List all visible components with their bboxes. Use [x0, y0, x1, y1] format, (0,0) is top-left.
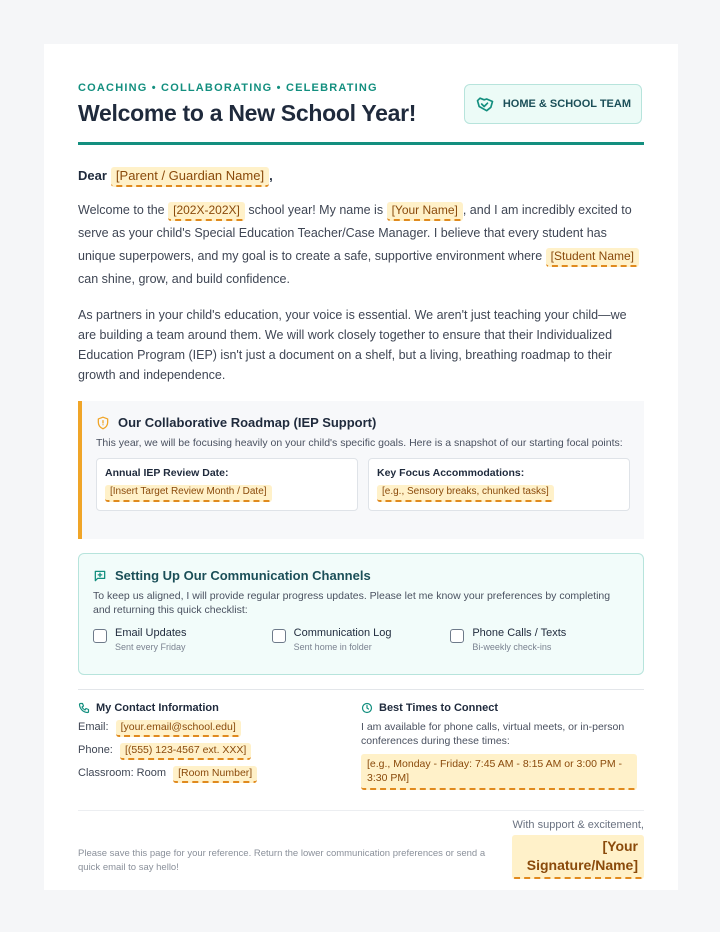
footer-note: Please save this page for your reference. Return the lower communication preferences or send a quick email to say hello!: [78, 848, 486, 874]
partners-paragraph: As partners in your child's education, your voice is essential. We aren't just teaching your child—we are building a team around them. We will work closely together to ensure that their Individualized Education Program (IEP) isn't just a document on a shelf, but a living, breathing roadmap to their growth and independence.: [78, 308, 627, 383]
email-placeholder[interactable]: [your.email@school.edu]: [116, 720, 241, 737]
roadmap-heading: [96, 415, 630, 430]
room-placeholder[interactable]: [Room Number]: [173, 766, 257, 783]
review-date-card: [96, 458, 358, 511]
intro-paragraph: [78, 199, 644, 291]
classroom-label: Classroom: Room: [78, 767, 167, 780]
signature-placeholder[interactable]: [Your Signature/Name]: [512, 835, 644, 879]
best-times-column: [361, 702, 644, 790]
communication-checklist: [93, 627, 629, 652]
handshake-icon: [475, 94, 495, 114]
communication-log-title: Communication Log: [293, 627, 392, 640]
intro-text-4: can shine, grow, and build confidence.: [78, 272, 290, 287]
team-badge: [464, 84, 642, 124]
intro-text-1: Welcome to the: [78, 203, 165, 218]
header-divider: [78, 142, 644, 145]
email-row: [78, 720, 361, 737]
team-badge-label: HOME & SCHOOL TEAM: [502, 98, 631, 110]
communication-title: Setting Up Our Communication Channels: [115, 568, 371, 584]
best-times-title: Best Times to Connect: [379, 702, 498, 715]
best-times-heading: [361, 702, 644, 714]
student-name-placeholder[interactable]: [Student Name]: [546, 248, 639, 267]
letter-page: [44, 44, 678, 890]
communication-description: To keep us aligned, I will provide regular progress updates. Please let me know your preferences by completing and returning this quick checklist:: [93, 590, 611, 617]
contact-area: [78, 702, 644, 790]
email-updates-sub: Sent every Friday: [115, 642, 186, 653]
contact-info-column: [78, 702, 361, 790]
greeting-dear: Dear: [78, 168, 107, 183]
email-label: Email:: [78, 721, 109, 734]
school-year-placeholder[interactable]: [202X-202X]: [168, 202, 245, 221]
teacher-name-placeholder[interactable]: [Your Name]: [387, 202, 463, 221]
phone-calls-checkbox[interactable]: [450, 629, 464, 643]
communication-log-checkbox[interactable]: [272, 629, 286, 643]
footer-divider: [78, 810, 644, 811]
communication-heading: [93, 568, 629, 583]
roadmap-title: Our Collaborative Roadmap (IEP Support): [118, 415, 377, 431]
phone-calls-option[interactable]: [450, 627, 629, 652]
shield-icon: [96, 416, 110, 430]
contact-title: My Contact Information: [96, 702, 219, 715]
phone-row: [78, 743, 361, 760]
intro-text-3: , and I am incredibly excited to serve as your child's Special Education Teacher/Case Manager. I believe that every student has unique superpowers, and my goal is to create a safe, supportive environment where: [78, 203, 632, 264]
message-plus-icon: [93, 569, 107, 583]
best-times-description: I am available for phone calls, virtual meets, or in-person conferences during these times:: [361, 721, 625, 748]
section-divider: [78, 689, 644, 690]
signature-lead: With support & excitement,: [512, 819, 644, 832]
review-date-placeholder[interactable]: [Insert Target Review Month / Date]: [105, 485, 272, 502]
accommodations-card: [368, 458, 630, 511]
phone-icon: [78, 702, 90, 714]
best-times-placeholder[interactable]: [e.g., Monday - Friday: 7:45 AM - 8:15 AM or 3:00 PM - 3:30 PM]: [361, 754, 637, 790]
roadmap-description: This year, we will be focusing heavily on your child's specific goals. Here is a snapshot of our starting focal points:: [96, 437, 623, 450]
communication-log-option[interactable]: [272, 627, 451, 652]
footer: [78, 819, 644, 879]
email-updates-option[interactable]: [93, 627, 272, 652]
classroom-row: [78, 766, 361, 783]
review-date-label: Annual IEP Review Date:: [105, 467, 229, 480]
phone-placeholder[interactable]: [(555) 123-4567 ext. XXX]: [120, 743, 251, 760]
email-updates-title: Email Updates: [115, 627, 187, 640]
accommodations-placeholder[interactable]: [e.g., Sensory breaks, chunked tasks]: [377, 485, 554, 502]
intro-text-2: school year! My name is: [248, 203, 384, 218]
greeting-comma: ,: [269, 168, 273, 183]
phone-calls-title: Phone Calls / Texts: [472, 627, 567, 640]
contact-heading: [78, 702, 361, 714]
roadmap-section: [78, 401, 644, 539]
accommodations-label: Key Focus Accommodations:: [377, 467, 525, 480]
clock-icon: [361, 702, 373, 714]
page-title: Welcome to a New School Year!: [78, 100, 417, 126]
email-updates-checkbox[interactable]: [93, 629, 107, 643]
greeting: [78, 167, 644, 187]
phone-label: Phone:: [78, 744, 113, 757]
roadmap-cards: [96, 458, 630, 511]
communication-log-sub: Sent home in folder: [293, 642, 372, 653]
signature-block: [512, 819, 644, 879]
guardian-name-placeholder[interactable]: [Parent / Guardian Name]: [111, 167, 269, 187]
communication-section: [78, 553, 644, 675]
phone-calls-sub: Bi-weekly check-ins: [472, 642, 552, 653]
header-kicker: COACHING • COLLABORATING • CELEBRATING: [78, 82, 378, 94]
